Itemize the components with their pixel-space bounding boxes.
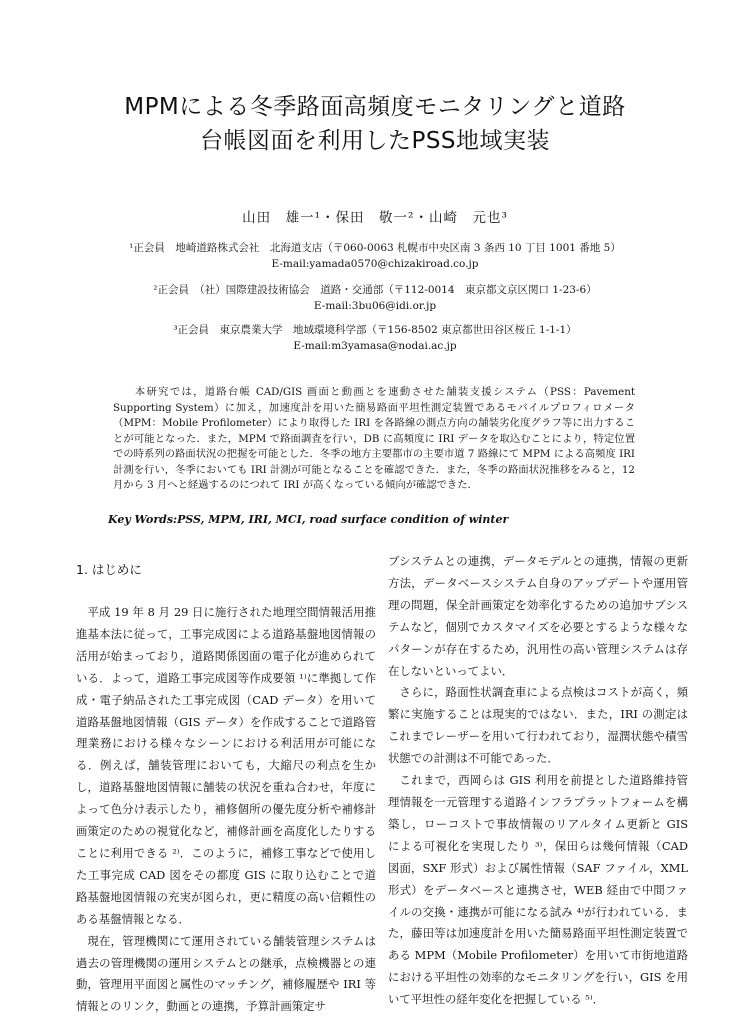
affiliation-1-address: ¹正会員 地崎道路株式会社 北海道支店（〒060-0063 札幌市中央区南 3 条西 10 丁目 1001 番地 5）	[129, 242, 621, 254]
affiliation-3	[60, 322, 690, 354]
body-column-left	[76, 560, 376, 1018]
abstract	[113, 385, 635, 494]
title-line-2: 台帳図面を利用したPSS地域実装	[199, 128, 551, 154]
keywords-value: PSS, MPM, IRI, MCI, road surface condition of winter	[177, 513, 509, 526]
author-list: 山田 雄一¹・保田 敬一²・山崎 元也³	[242, 210, 508, 226]
title-line-1: MPMによる冬季路面高頻度モニタリングと道路	[124, 94, 626, 120]
keywords-label: Key Words:	[108, 513, 178, 526]
affiliation-1-email: E-mail:yamada0570@chizakiroad.co.jp	[271, 258, 479, 270]
paragraph: さらに，路面性状調査車による点検はコストが高く，頻繁に実施することは現実的ではない．また，IRI の測定はこれまでレーザーを用いて行われており，湿潤状態や積雪状態での計測は不可能であった．	[388, 685, 688, 766]
affiliation-2	[60, 282, 690, 314]
paper-title	[60, 90, 690, 158]
paragraph: 平成 19 年 8 月 29 日に施行された地理空間情報活用推進基本法に従って，工事完成図による道路基盤地図情報の活用が始まっており，道路関係図面の電子化が進められている．よって，道路工事完成図等作成要領 ¹⁾に準拠して作成・電子納品された工事完成図（CAD データ）を用いて道路基盤地図情報（GIS データ）を作成することで道路管理業務における様々なシーンにおける利活用が可能になる．例えば，舗装管理においても，大縮尺の利点を生かし，道路基盤地図情報に舗装の状況を重ね合わせ，年度によって色分け表示したり，補修個所の優先度分析や補修計画策定のための視覚化など，補修計画を高度化したりすることに利用できる ²⁾．このように，補修工事などで使用した工事完成 CAD 図をその都度 GIS に取り込むことで道路基盤地図情報の充実が図られ，更に精度の高い信頼性のある基盤情報となる．	[76, 605, 376, 926]
paragraph: ブシステムとの連携，データモデルとの連携，情報の更新方法，データベースシステム自身のアップデートや運用管理の問題，保全計画策定を効率化するための追加サブシステムなど，個別でカスタマイズを必要とするような様々なパターンが存在するため，汎用性の高い管理システムは存在しないといってよい．	[388, 554, 688, 678]
keywords	[108, 513, 508, 526]
affiliation-3-address: ³正会員 東京農業大学 地域環境科学部（〒156-8502 東京都世田谷区桜丘 1-1-1）	[173, 324, 577, 336]
body-column-right	[388, 551, 688, 1011]
affiliation-3-email: E-mail:m3yamasa@nodai.ac.jp	[293, 340, 457, 352]
paragraph: これまで，西岡らは GIS 利用を前提とした道路維持管理情報を一元管理する道路インフラプラットフォームを構築し，ローコストで事故情報のリアルタイム更新と GIS による可視化を実現したり ³⁾，保田らは幾何情報（CAD 図面，SXF 形式）および属性情報（SAF ファイル，XML 形式）をデータベースと連携させ，WEB 経由で中間ファイルの交換・連携が可能になる試み ⁴⁾が行われている．また，藤田等は加速度計を用いた簡易路面平坦性測定装置である MPM（Mobile Profilometer）を用いて市街地道路における平坦性の効率的なモニタリングを行い，GIS を用いて平坦性の経年変化を把握している ⁵⁾．	[388, 773, 688, 1007]
affiliation-2-email: E-mail:3bu06@idi.or.jp	[313, 300, 437, 312]
paragraph: 現在，管理機関にて運用されている舗装管理システムは過去の管理機関の運用システムとの継承，点検機器との連動，管理用平面図と属性のマッチング，補修履歴や IRI 等情報とのリンク，動画との連携，予算計画策定サ	[76, 933, 376, 1014]
section-heading: 1. はじめに	[76, 562, 142, 577]
affiliation-1	[60, 240, 690, 272]
affiliation-2-address: ²正会員 （社）国際建設技術協会 道路・交通部（〒112-0014 東京都文京区関口 1-23-6）	[153, 284, 597, 296]
abstract-text: 本研究では，道路台帳 CAD/GIS 画面と動画とを連動させた舗装支援システム（PSS：Pavement Supporting System）に加え，加速度計を用いた簡易路面平坦性測定装置であるモバイルプロフィロメータ（MPM：Mobile Profilometer）により取得した IRI を各路線の測点方向の舗装劣化度グラフ等に出力することが可能となった．また，MPM で路面調査を行い，DB に高頻度に IRI データを取込むことにより，特定位置での時系列の路面状況の把握を可能とした．冬季の地方主要都市の主要市道 7 路線にて MPM による高頻度 IRI 計測を行い，冬季においても IRI 計測が可能となることを確認できた．また，冬季の路面状況推移をみると，12 月から 3 月へと経過するのにつれて IRI が高くなっている傾向が確認できた．	[113, 386, 635, 491]
